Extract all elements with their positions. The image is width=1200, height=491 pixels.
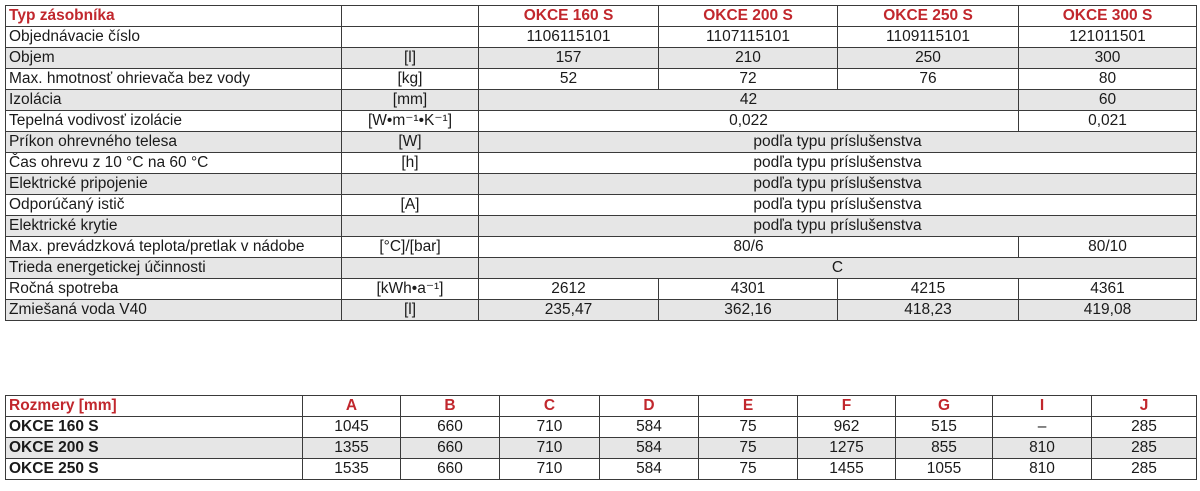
dimension-value: 75 bbox=[699, 438, 798, 459]
spec-row bbox=[6, 153, 1197, 174]
parameter-value: 1109115101 bbox=[838, 27, 1019, 48]
spec-row bbox=[6, 195, 1197, 216]
spec-row bbox=[6, 216, 1197, 237]
dimension-value: 75 bbox=[699, 459, 798, 480]
dimension-value: 584 bbox=[600, 417, 699, 438]
dimension-value: 1055 bbox=[896, 459, 993, 480]
spec-row bbox=[6, 132, 1197, 153]
parameter-value: podľa typu príslušenstva bbox=[479, 132, 1197, 153]
parameter-value: 0,021 bbox=[1019, 111, 1197, 132]
dimension-value: 584 bbox=[600, 438, 699, 459]
dimension-value: – bbox=[993, 417, 1092, 438]
parameter-value: 4301 bbox=[659, 279, 838, 300]
parameter-value: 418,23 bbox=[838, 300, 1019, 321]
parameter-value: 60 bbox=[1019, 90, 1197, 111]
parameter-unit bbox=[342, 258, 479, 279]
parameter-label: Odporúčaný istič bbox=[6, 195, 342, 216]
dimension-column-header: D bbox=[600, 396, 699, 417]
spec-row bbox=[6, 279, 1197, 300]
parameter-unit bbox=[342, 174, 479, 195]
dimension-value: 660 bbox=[401, 459, 500, 480]
dimension-value: 855 bbox=[896, 438, 993, 459]
parameter-label: Max. hmotnosť ohrievača bez vody bbox=[6, 69, 342, 90]
spec-header-unit bbox=[342, 6, 479, 27]
dimension-value: 1275 bbox=[798, 438, 896, 459]
spec-header-label: Typ zásobníka bbox=[6, 6, 342, 27]
spec-header-row bbox=[6, 6, 1197, 27]
dimensions-row bbox=[6, 438, 1197, 459]
parameter-value: podľa typu príslušenstva bbox=[479, 153, 1197, 174]
parameter-label: Objem bbox=[6, 48, 342, 69]
model-header: OKCE 200 S bbox=[659, 6, 838, 27]
parameter-unit: [kWh•a⁻¹] bbox=[342, 279, 479, 300]
parameter-value: podľa typu príslušenstva bbox=[479, 174, 1197, 195]
dimension-value: 660 bbox=[401, 417, 500, 438]
parameter-value: 419,08 bbox=[1019, 300, 1197, 321]
parameter-value: 250 bbox=[838, 48, 1019, 69]
model-label: OKCE 200 S bbox=[6, 438, 303, 459]
dimension-value: 285 bbox=[1092, 438, 1197, 459]
parameter-value: 1107115101 bbox=[659, 27, 838, 48]
parameter-unit bbox=[342, 216, 479, 237]
dimension-column-header: A bbox=[303, 396, 401, 417]
model-header: OKCE 300 S bbox=[1019, 6, 1197, 27]
parameter-label: Ročná spotreba bbox=[6, 279, 342, 300]
dimension-value: 285 bbox=[1092, 459, 1197, 480]
spec-row bbox=[6, 27, 1197, 48]
parameter-value: 2612 bbox=[479, 279, 659, 300]
parameter-unit: [l] bbox=[342, 300, 479, 321]
parameter-label: Izolácia bbox=[6, 90, 342, 111]
parameter-value: 80/10 bbox=[1019, 237, 1197, 258]
parameter-label: Príkon ohrevného telesa bbox=[6, 132, 342, 153]
parameter-value: 210 bbox=[659, 48, 838, 69]
parameter-value: 76 bbox=[838, 69, 1019, 90]
parameter-unit: [mm] bbox=[342, 90, 479, 111]
dimension-column-header: B bbox=[401, 396, 500, 417]
dimension-column-header: J bbox=[1092, 396, 1197, 417]
dimension-value: 1045 bbox=[303, 417, 401, 438]
parameter-value: 362,16 bbox=[659, 300, 838, 321]
dimension-value: 1355 bbox=[303, 438, 401, 459]
parameter-value: 42 bbox=[479, 90, 1019, 111]
parameter-value: 157 bbox=[479, 48, 659, 69]
dimensions-table bbox=[5, 395, 1197, 480]
dimension-value: 584 bbox=[600, 459, 699, 480]
spec-row bbox=[6, 174, 1197, 195]
parameter-unit: [h] bbox=[342, 153, 479, 174]
dimension-value: 710 bbox=[500, 438, 600, 459]
parameter-unit: [l] bbox=[342, 48, 479, 69]
dimension-value: 1455 bbox=[798, 459, 896, 480]
parameter-label: Elektrické krytie bbox=[6, 216, 342, 237]
dimensions-header-row bbox=[6, 396, 1197, 417]
technical-parameters-table bbox=[5, 5, 1197, 321]
dimension-value: 962 bbox=[798, 417, 896, 438]
dimension-value: 710 bbox=[500, 417, 600, 438]
parameter-value: 300 bbox=[1019, 48, 1197, 69]
parameter-unit bbox=[342, 27, 479, 48]
parameter-value: C bbox=[479, 258, 1197, 279]
dimension-value: 810 bbox=[993, 459, 1092, 480]
parameter-unit: [°C]/[bar] bbox=[342, 237, 479, 258]
parameter-unit: [W•m⁻¹•K⁻¹] bbox=[342, 111, 479, 132]
dimension-value: 515 bbox=[896, 417, 993, 438]
dimension-value: 810 bbox=[993, 438, 1092, 459]
parameter-label: Tepelná vodivosť izolácie bbox=[6, 111, 342, 132]
parameter-label: Trieda energetickej účinnosti bbox=[6, 258, 342, 279]
parameter-label: Objednávacie číslo bbox=[6, 27, 342, 48]
dimension-column-header: G bbox=[896, 396, 993, 417]
parameter-value: 80 bbox=[1019, 69, 1197, 90]
parameter-value: 80/6 bbox=[479, 237, 1019, 258]
spec-row bbox=[6, 300, 1197, 321]
parameter-value: podľa typu príslušenstva bbox=[479, 195, 1197, 216]
parameter-value: 4215 bbox=[838, 279, 1019, 300]
parameter-label: Max. prevádzková teplota/pretlak v nádobe bbox=[6, 237, 342, 258]
spec-row bbox=[6, 90, 1197, 111]
dimension-column-header: E bbox=[699, 396, 798, 417]
parameter-unit: [kg] bbox=[342, 69, 479, 90]
dimension-column-header: C bbox=[500, 396, 600, 417]
spec-row bbox=[6, 111, 1197, 132]
spec-row bbox=[6, 48, 1197, 69]
parameter-value: 121011501 bbox=[1019, 27, 1197, 48]
dimension-value: 285 bbox=[1092, 417, 1197, 438]
parameter-value: 4361 bbox=[1019, 279, 1197, 300]
parameter-value: 1106115101 bbox=[479, 27, 659, 48]
model-header: OKCE 160 S bbox=[479, 6, 659, 27]
parameter-label: Čas ohrevu z 10 °C na 60 °C bbox=[6, 153, 342, 174]
parameter-value: podľa typu príslušenstva bbox=[479, 216, 1197, 237]
spec-row bbox=[6, 258, 1197, 279]
parameter-label: Zmiešaná voda V40 bbox=[6, 300, 342, 321]
parameter-value: 0,022 bbox=[479, 111, 1019, 132]
model-header: OKCE 250 S bbox=[838, 6, 1019, 27]
dimension-value: 1535 bbox=[303, 459, 401, 480]
model-label: OKCE 160 S bbox=[6, 417, 303, 438]
parameter-value: 72 bbox=[659, 69, 838, 90]
spec-row bbox=[6, 237, 1197, 258]
dimension-value: 710 bbox=[500, 459, 600, 480]
dimensions-row bbox=[6, 459, 1197, 480]
model-label: OKCE 250 S bbox=[6, 459, 303, 480]
parameter-value: 235,47 bbox=[479, 300, 659, 321]
parameter-unit: [A] bbox=[342, 195, 479, 216]
dimension-column-header: I bbox=[993, 396, 1092, 417]
dimensions-row bbox=[6, 417, 1197, 438]
dimension-column-header: F bbox=[798, 396, 896, 417]
parameter-label: Elektrické pripojenie bbox=[6, 174, 342, 195]
dimension-value: 660 bbox=[401, 438, 500, 459]
spec-row bbox=[6, 69, 1197, 90]
parameter-unit: [W] bbox=[342, 132, 479, 153]
parameter-value: 52 bbox=[479, 69, 659, 90]
dimensions-header-label: Rozmery [mm] bbox=[6, 396, 303, 417]
dimension-value: 75 bbox=[699, 417, 798, 438]
